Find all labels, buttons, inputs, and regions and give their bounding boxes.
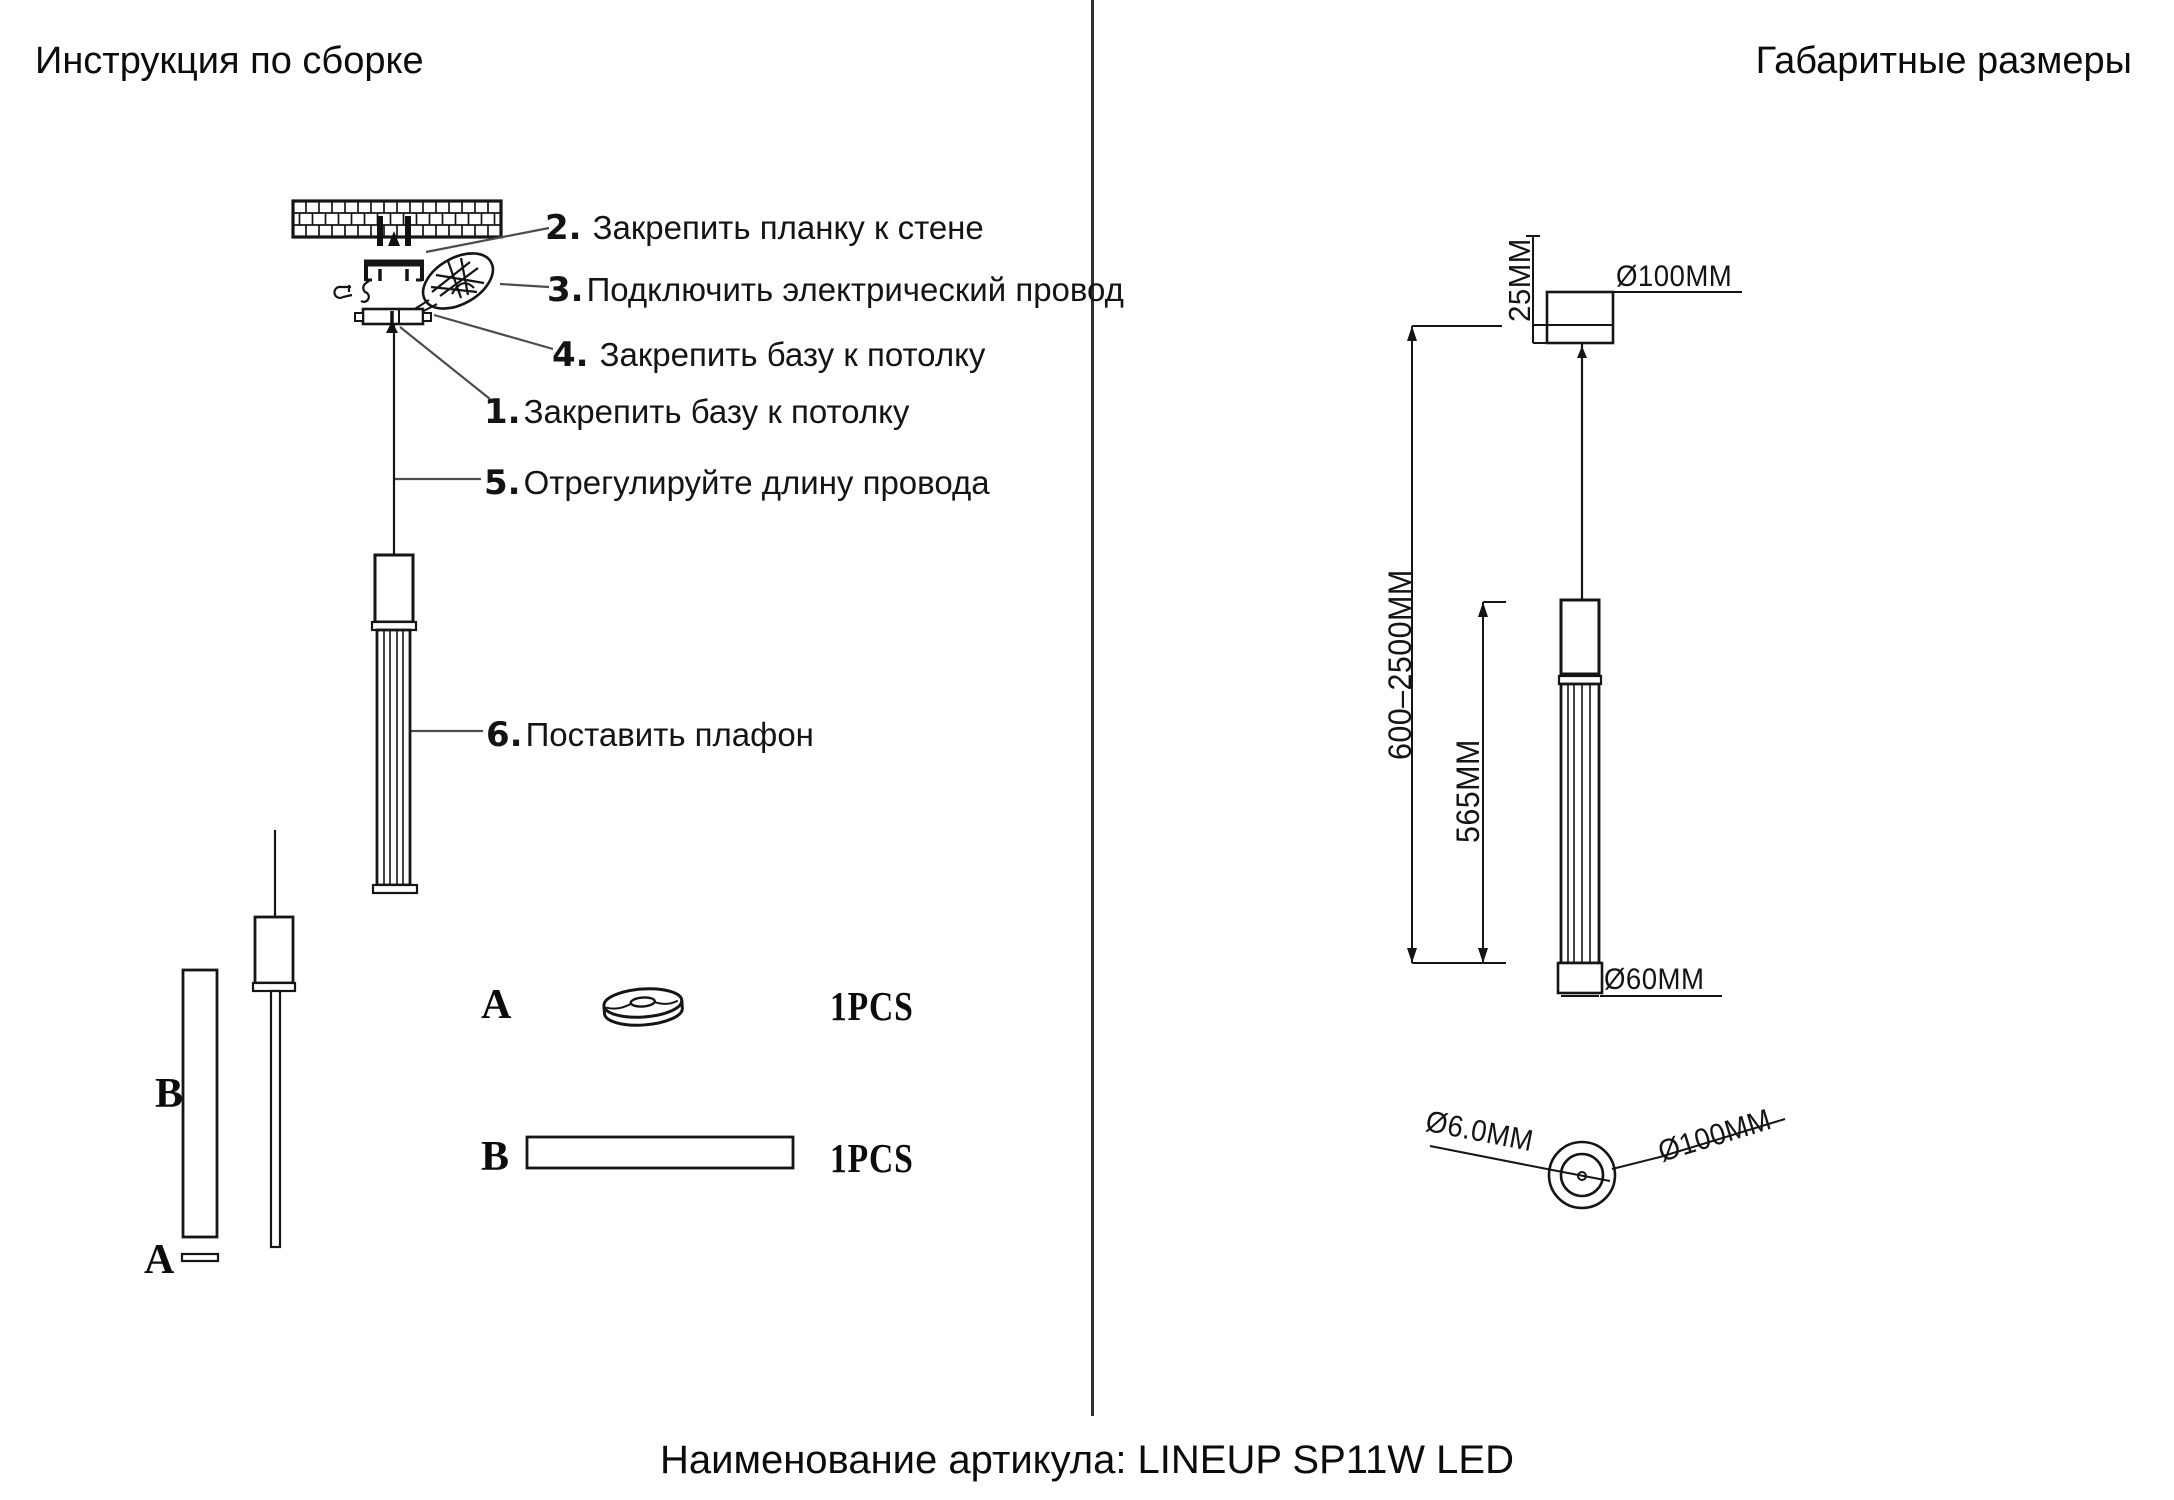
- step-5-label: [484, 463, 990, 503]
- step-3-label: [547, 270, 1124, 310]
- anchor-screw-icon: [377, 216, 383, 246]
- parts-row-a-qty: 1PCS: [830, 983, 914, 1029]
- exploded-label-a: A: [144, 1237, 175, 1283]
- dim-shade-length: 565MM: [1450, 739, 1486, 843]
- dim-shade-diameter: Ø60MM: [1604, 963, 1705, 996]
- step-6-label: [486, 715, 814, 755]
- pendant-lamp-side-view: [372, 324, 417, 893]
- page-title-assembly: Инструкция по сборке: [35, 40, 424, 82]
- step-5-number: 5.: [484, 463, 521, 503]
- step-2-text: Закрепить планку к стене: [592, 209, 984, 246]
- parts-row-b-letter: B: [481, 1134, 510, 1180]
- step-2-number: 2.: [545, 208, 582, 248]
- dim-canopy-diameter: Ø100MM: [1616, 260, 1733, 293]
- diffuser-plate-icon: [527, 1137, 793, 1168]
- pendant-lamp-dimension-view: [1547, 292, 1613, 996]
- step-4-label: [552, 335, 986, 375]
- step-4-text: Закрепить базу к потолку: [599, 336, 986, 373]
- exploded-parts: [182, 830, 295, 1261]
- mounting-plate-icon: [364, 263, 424, 281]
- washer-ring-icon: [603, 986, 683, 1027]
- step-3-text: Подключить электрический провод: [586, 271, 1124, 308]
- section-divider: [1091, 0, 1094, 1416]
- anchor-screw-icon: [405, 216, 411, 246]
- dim-hole-diameter: Ø6.0MM: [1423, 1105, 1536, 1159]
- page-title-dimensions: Габаритные размеры: [1755, 40, 2132, 82]
- dim-base-diameter: Ø100MM: [1654, 1103, 1776, 1169]
- step-1-number: 1.: [484, 392, 521, 432]
- step-1-label: [484, 392, 910, 432]
- dim-canopy-height: 25MM: [1502, 238, 1537, 322]
- tube-part-icon: [183, 970, 217, 1237]
- step-6-number: 6.: [486, 715, 523, 755]
- brick-wall-icon: [293, 201, 501, 246]
- parts-row-b-qty: 1PCS: [830, 1135, 914, 1181]
- step-1-text: Закрепить базу к потолку: [523, 393, 910, 430]
- step-3-number: 3.: [547, 270, 584, 310]
- article-name-line: Наименование артикула: LINEUP SP11W LED: [659, 1438, 1514, 1482]
- step-2-label: [545, 208, 984, 248]
- exploded-label-b: B: [155, 1071, 184, 1117]
- step-5-text: Отрегулируйте длину провода: [523, 464, 990, 501]
- parts-row-a-letter: A: [481, 982, 512, 1028]
- wire-ends-icon: [334, 281, 369, 302]
- washer-part-icon: [182, 1254, 218, 1261]
- step-4-number: 4.: [552, 335, 589, 375]
- rod-part-icon: [271, 991, 280, 1247]
- dim-cable-length-range: 600–2500MM: [1382, 569, 1418, 760]
- step-6-text: Поставить плафон: [525, 716, 814, 753]
